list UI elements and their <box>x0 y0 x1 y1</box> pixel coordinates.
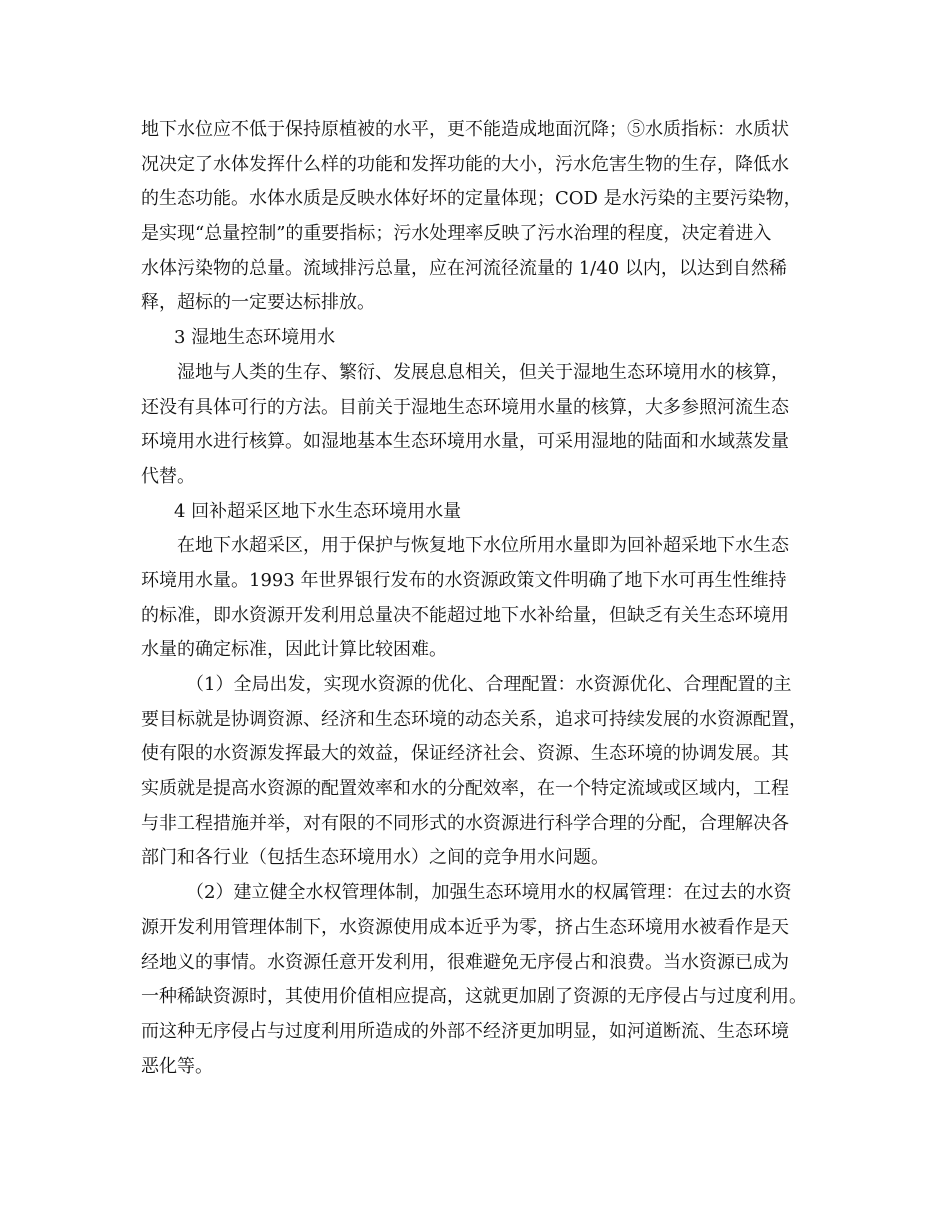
numbered-item-line: （2）建立健全水权管理体制，加强生态环境用水的权属管理：在过去的水资 <box>186 882 792 904</box>
section-heading: 3 湿地生态环境用水 <box>174 327 336 349</box>
paragraph-line: 的标准，即水资源开发利用总量决不能超过地下水补给量，但缺乏有关生态环境用 <box>141 604 789 626</box>
numbered-item-line: 使有限的水资源发挥最大的效益，保证经济社会、资源、生态环境的协调发展。其 <box>141 743 789 765</box>
numbered-item-line: 源开发利用管理体制下，水资源使用成本近乎为零，挤占生态环境用水被看作是天 <box>141 916 789 938</box>
document-body <box>141 113 821 1084</box>
paragraph-line: 况决定了水体发挥什么样的功能和发挥功能的大小，污水危害生物的生存，降低水 <box>141 153 789 175</box>
numbered-item-line: （1）全局出发，实现水资源的优化、合理配置：水资源优化、合理配置的主 <box>186 674 792 695</box>
numbered-item-line: 恶化等。 <box>141 1055 213 1077</box>
numbered-item-line: 与非工程措施并举，对有限的不同形式的水资源进行科学合理的分配，合理解决各 <box>141 812 789 834</box>
numbered-item-line: 要目标就是协调资源、经济和生态环境的动态关系，追求可持续发展的水资源配置， <box>141 708 807 730</box>
paragraph-line: 的生态功能。水体水质是反映水体好坏的定量体现；COD 是水污染的主要污染物， <box>141 188 802 210</box>
numbered-item-line: 部门和各行业（包括生态环境用水）之间的竞争用水问题。 <box>141 847 609 869</box>
paragraph-line: 代替。 <box>141 465 195 487</box>
paragraph-line: 地下水位应不低于保持原植被的水平，更不能造成地面沉降；⑤水质指标：水质状 <box>141 119 789 140</box>
numbered-item-line: 经地义的事情。水资源任意开发利用，很难避免无序侵占和浪费。当水资源已成为 <box>141 951 789 973</box>
numbered-item-line: 实质就是提高水资源的配置效率和水的分配效率，在一个特定流域或区域内，工程 <box>141 778 789 800</box>
numbered-item-line: 一种稀缺资源时，其使用价值相应提高，这就更加剧了资源的无序侵占与过度利用。 <box>141 986 807 1008</box>
paragraph-line: 是实现“总量控制”的重要指标；污水处理率反映了污水治理的程度，决定着进入 <box>141 223 772 245</box>
paragraph-line: 还没有具体可行的方法。目前关于湿地生态环境用水量的核算，大多参照河流生态 <box>141 396 789 418</box>
paragraph-line: 环境用水量。1993 年世界银行发布的水资源政策文件明确了地下水可再生性维持 <box>141 569 787 591</box>
numbered-item-line: 而这种无序侵占与过度利用所造成的外部不经济更加明显，如河道断流、生态环境 <box>141 1020 789 1042</box>
paragraph-line: 湿地与人类的生存、繁衍、发展息息相关，但关于湿地生态环境用水的核算， <box>177 361 789 383</box>
paragraph-line: 水体污染物的总量。流域排污总量，应在河流径流量的 1/40 以内，以达到自然稀 <box>141 257 787 279</box>
section-heading: 4 回补超采区地下水生态环境用水量 <box>174 500 462 522</box>
paragraph-line: 在地下水超采区，用于保护与恢复地下水位所用水量即为回补超采地下水生态 <box>177 535 789 557</box>
paragraph-line: 释，超标的一定要达标排放。 <box>141 292 375 314</box>
paragraph-line: 水量的确定标准，因此计算比较困难。 <box>141 639 447 661</box>
paragraph-line: 环境用水进行核算。如湿地基本生态环境用水量，可采用湿地的陆面和水域蒸发量 <box>141 431 789 453</box>
